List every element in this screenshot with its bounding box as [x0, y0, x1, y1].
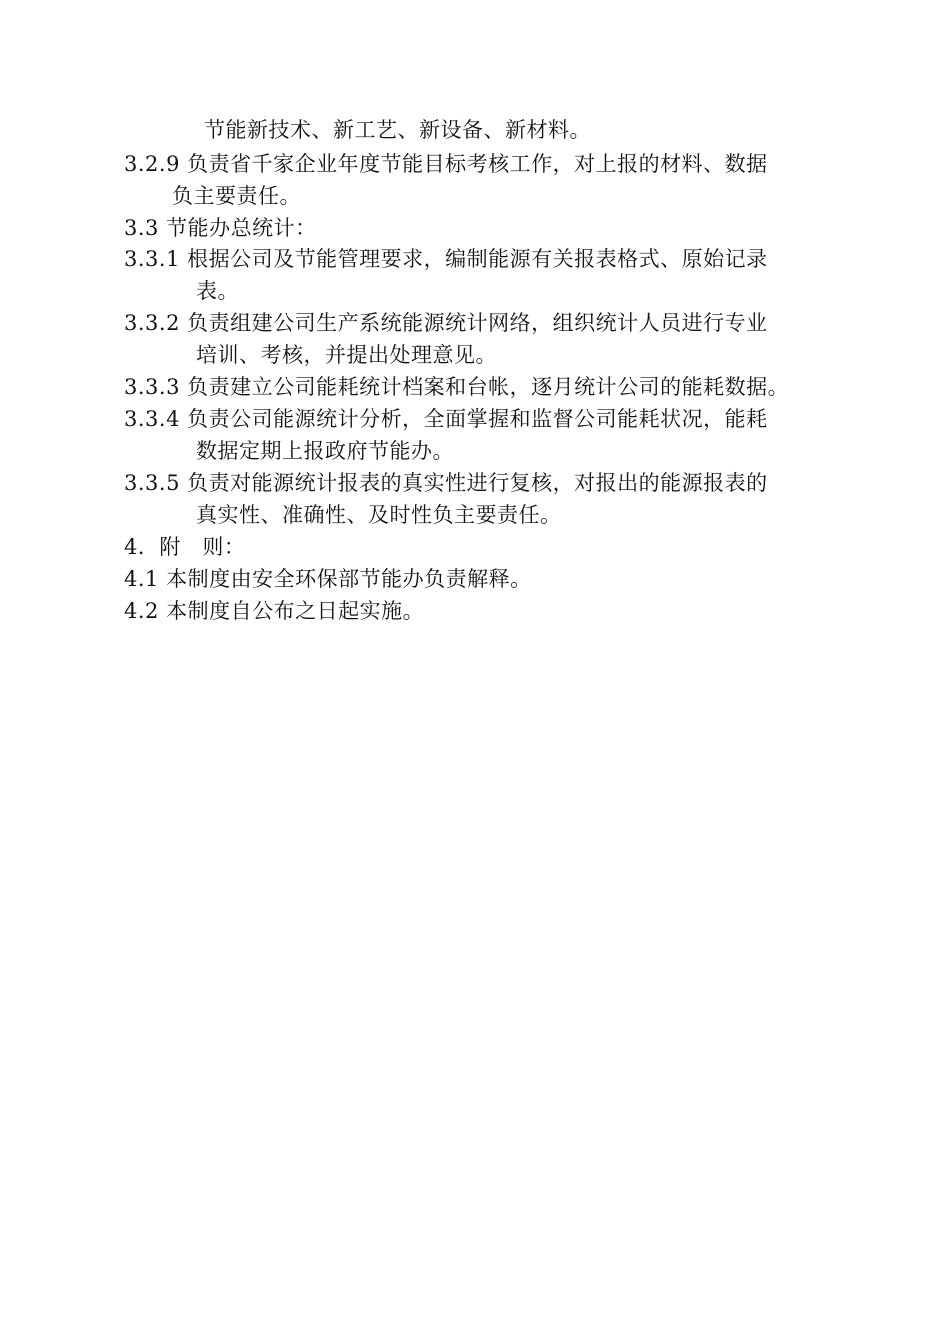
clause-3-3-5-continuation: 真实性、准确性、及时性负主要责任。 [196, 503, 562, 527]
clause-3-3-4: 3.3.4 负责公司能源统计分析，全面掌握和监督公司能耗状况，能耗 [124, 407, 768, 431]
clause-4-2: 4.2 本制度自公布之日起实施。 [124, 599, 425, 623]
clause-3-3-1-continuation: 表。 [196, 279, 239, 303]
clause-3-2-9: 3.2.9 负责省千家企业年度节能目标考核工作，对上报的材料、数据 [124, 152, 768, 176]
section-4-heading: 4．附 则： [124, 535, 246, 559]
section-3-3-heading: 3.3 节能办总统计： [124, 216, 317, 240]
clause-3-3-5: 3.3.5 负责对能源统计报表的真实性进行复核，对报出的能源报表的 [124, 471, 768, 495]
clause-3-2-9-continuation: 负主要责任。 [172, 184, 301, 208]
clause-4-1: 4.1 本制度由安全环保部节能办负责解释。 [124, 567, 532, 591]
clause-3-3-2-continuation: 培训、考核，并提出处理意见。 [196, 343, 497, 367]
text-line-continuation: 节能新技术、新工艺、新设备、新材料。 [204, 118, 591, 142]
clause-3-3-3: 3.3.3 负责建立公司能耗统计档案和台帐，逐月统计公司的能耗数据。 [124, 375, 790, 399]
clause-3-3-1: 3.3.1 根据公司及节能管理要求，编制能源有关报表格式、原始记录 [124, 247, 768, 271]
clause-3-3-2: 3.3.2 负责组建公司生产系统能源统计网络，组织统计人员进行专业 [124, 311, 768, 335]
clause-3-3-4-continuation: 数据定期上报政府节能办。 [196, 439, 454, 463]
